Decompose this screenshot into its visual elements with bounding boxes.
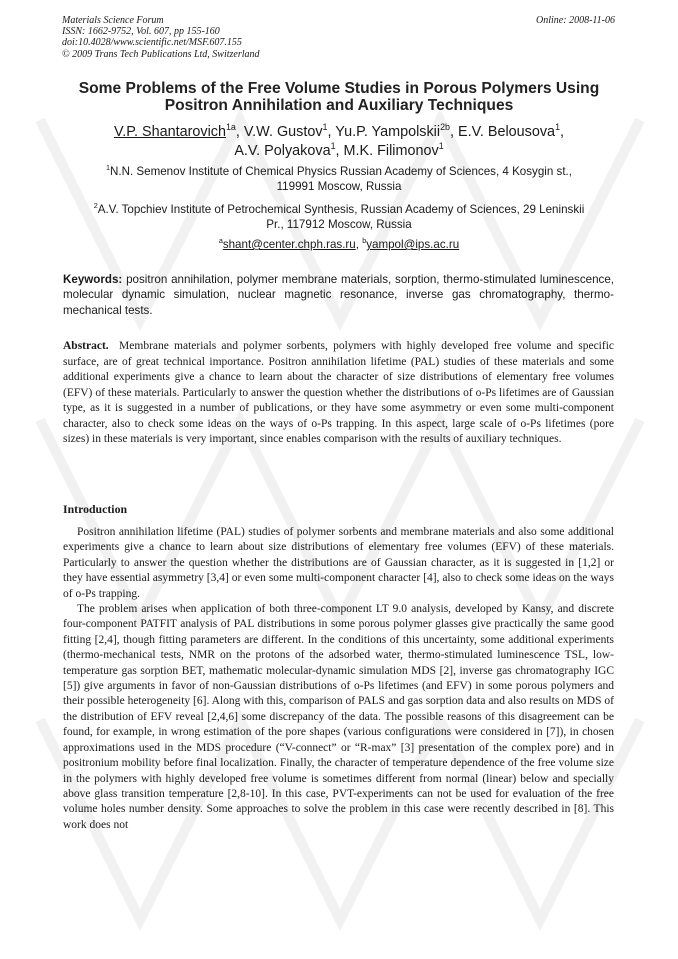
- issn-line: ISSN: 1662-9752, Vol. 607, pp 155-160: [62, 26, 220, 38]
- abstract-text: Membrane materials and polymer sorbents, polymers with highly developed free volume and specific surface, are of great technical importance. Positron annihilation lifetime (PAL) studies of these materials and some additional experiments give a chance to learn about the character of size distributions of elementary free volumes (EFV) of these materials. Particularly to answer the question whether the distributions of o-Ps lifetimes are of Gaussian type, as it is suggested in a number of publications, or they have some asymmetry or even some multi-component character, also to check some ideas on the ways of o-Ps trapping. In this aspect, large scale of o-Ps lifetimes (pore sizes) in these materials is very important, since enables comparison with the results of auxiliary techniques.: [63, 340, 614, 445]
- author-name: Yu.P. Yampolskii: [335, 124, 441, 140]
- abstract-label: Abstract.: [63, 340, 109, 352]
- introduction-body: [63, 525, 614, 833]
- author-name: A.V. Polyakova: [234, 143, 331, 159]
- author-sup: 1a: [225, 122, 236, 133]
- author-sup: 1: [330, 141, 336, 152]
- journal-name: Materials Science Forum: [62, 15, 164, 26]
- keywords-label: Keywords:: [63, 273, 123, 286]
- author-name: V.W. Gustov: [243, 124, 323, 140]
- doi-line: doi:10.4028/www.scientific.net/MSF.607.155: [62, 37, 242, 49]
- author-sup: 1: [438, 141, 444, 152]
- author-sup: 1: [322, 122, 328, 133]
- section-heading: Introduction: [63, 502, 128, 516]
- paragraph: The problem arises when application of both three-component LT 9.0 analysis, developed by Kansy, and discrete four-component PATFIT analysis of PAL distributions in some porous polymer glasses give practically the same good fitting [2,4], though fitting parameters are different. In the conditions of this uncertainty, some additional experiments (thermo-mechanical tests, NMR on the protons of the adsorbed water, thermo-stimulated luminescence TSL, low-temperature gas sorption BET, mathematic molecular-dynamic simulation MDS [2], inverse gas chromatography IGC [5]) give arguments in favor of non-Gaussian distributions of o-Ps lifetimes (and EFV) in some porous polymers and their possible heterogeneity [6]. Along with this, comparison of PALS and gas sorption data and also results on MDS of the distribution of EFV reveal [2,4,6] some discrepancy of the data. The possible reasons of this disagreement can be found, for example, in wrong estimation of the pore shapes (various configurations were considered in [7]), in chosen approximations used in the MDS procedure (“V-connect” or “R-max” [3] presentation of the complex pore) and in positronium mobility before final localization. Finally, the character of temperature dependence of the free volume size in the polymers with highly developed free volume is sometimes different from normal (linear) below and specially above glass transition temperature [2,8-10]. In this case, PVT-experiments can not be used for evaluation of the free volume holes number density. Some approaches to solve the problem in this case were recently described in [8]. This work does not: [63, 603, 614, 831]
- journal-header: [62, 15, 260, 60]
- author-sup: 1: [555, 122, 561, 133]
- author-emails: $^a$shant@center.chph.ras.ru, $^b$yampol@ips.ac.ru: [218, 236, 460, 251]
- email-link[interactable]: yampol@ips.ac.ru: [366, 238, 460, 251]
- paragraph: Positron annihilation lifetime (PAL) studies of polymer sorbents and membrane materials and also some additional experiments give a chance to learn about size distributions of elementary free volumes (EFV) of these materials. Particularly to answer the question whether the distributions are of Gaussian character, as it is suggested in [1,2] or they have essential asymmetry [3,4] or even some multi-component character [4], also to check some ideas on the ways of o-Ps trapping.: [63, 526, 614, 600]
- online-date: Online: 2008-11-06: [536, 15, 615, 26]
- paper-title: [62, 80, 616, 115]
- abstract: [63, 339, 614, 448]
- title-line-1: Some Problems of the Free Volume Studies in Porous Polymers Using: [78, 80, 600, 97]
- copyright-line: © 2009 Trans Tech Publications Ltd, Switzerland: [62, 48, 260, 60]
- email-link[interactable]: shant@center.chph.ras.ru: [222, 238, 356, 251]
- author-name: E.V. Belousova: [457, 124, 556, 140]
- affiliation-2: $^2$A.V. Topchiev Institute of Petrochemical Synthesis, Russian Academy of Sciences, 29 Leninskii Pr., 117912 Moscow, Russia: [93, 201, 585, 231]
- title-line-2: Positron Annihilation and Auxiliary Techniques: [164, 97, 514, 115]
- keywords: [63, 272, 614, 318]
- author-name: V.P. Shantarovich: [113, 124, 226, 140]
- affiliation-1: $^1$N.N. Semenov Institute of Chemical Physics Russian Academy of Sciences, 4 Kosygin st., 119991 Moscow, Russia: [105, 163, 573, 193]
- author-name: M.K. Filimonov: [343, 143, 439, 159]
- keywords-text: positron annihilation, polymer membrane materials, sorption, thermo-stimulated luminescence, molecular dynamic simulation, nuclear magnetic resonance, inverse gas chromatography, thermo-mechanical tests.: [63, 273, 614, 317]
- author-sup: 2b: [440, 122, 450, 133]
- author-list: V.P. Shantarovich$^{1a}$, V.W. Gustov$^1$, Yu.P. Yampolskii$^{2b}$, E.V. Belousova$^1$, A.V. Polyakova$^1$, M.K. Filimonov$^1$: [113, 122, 565, 159]
